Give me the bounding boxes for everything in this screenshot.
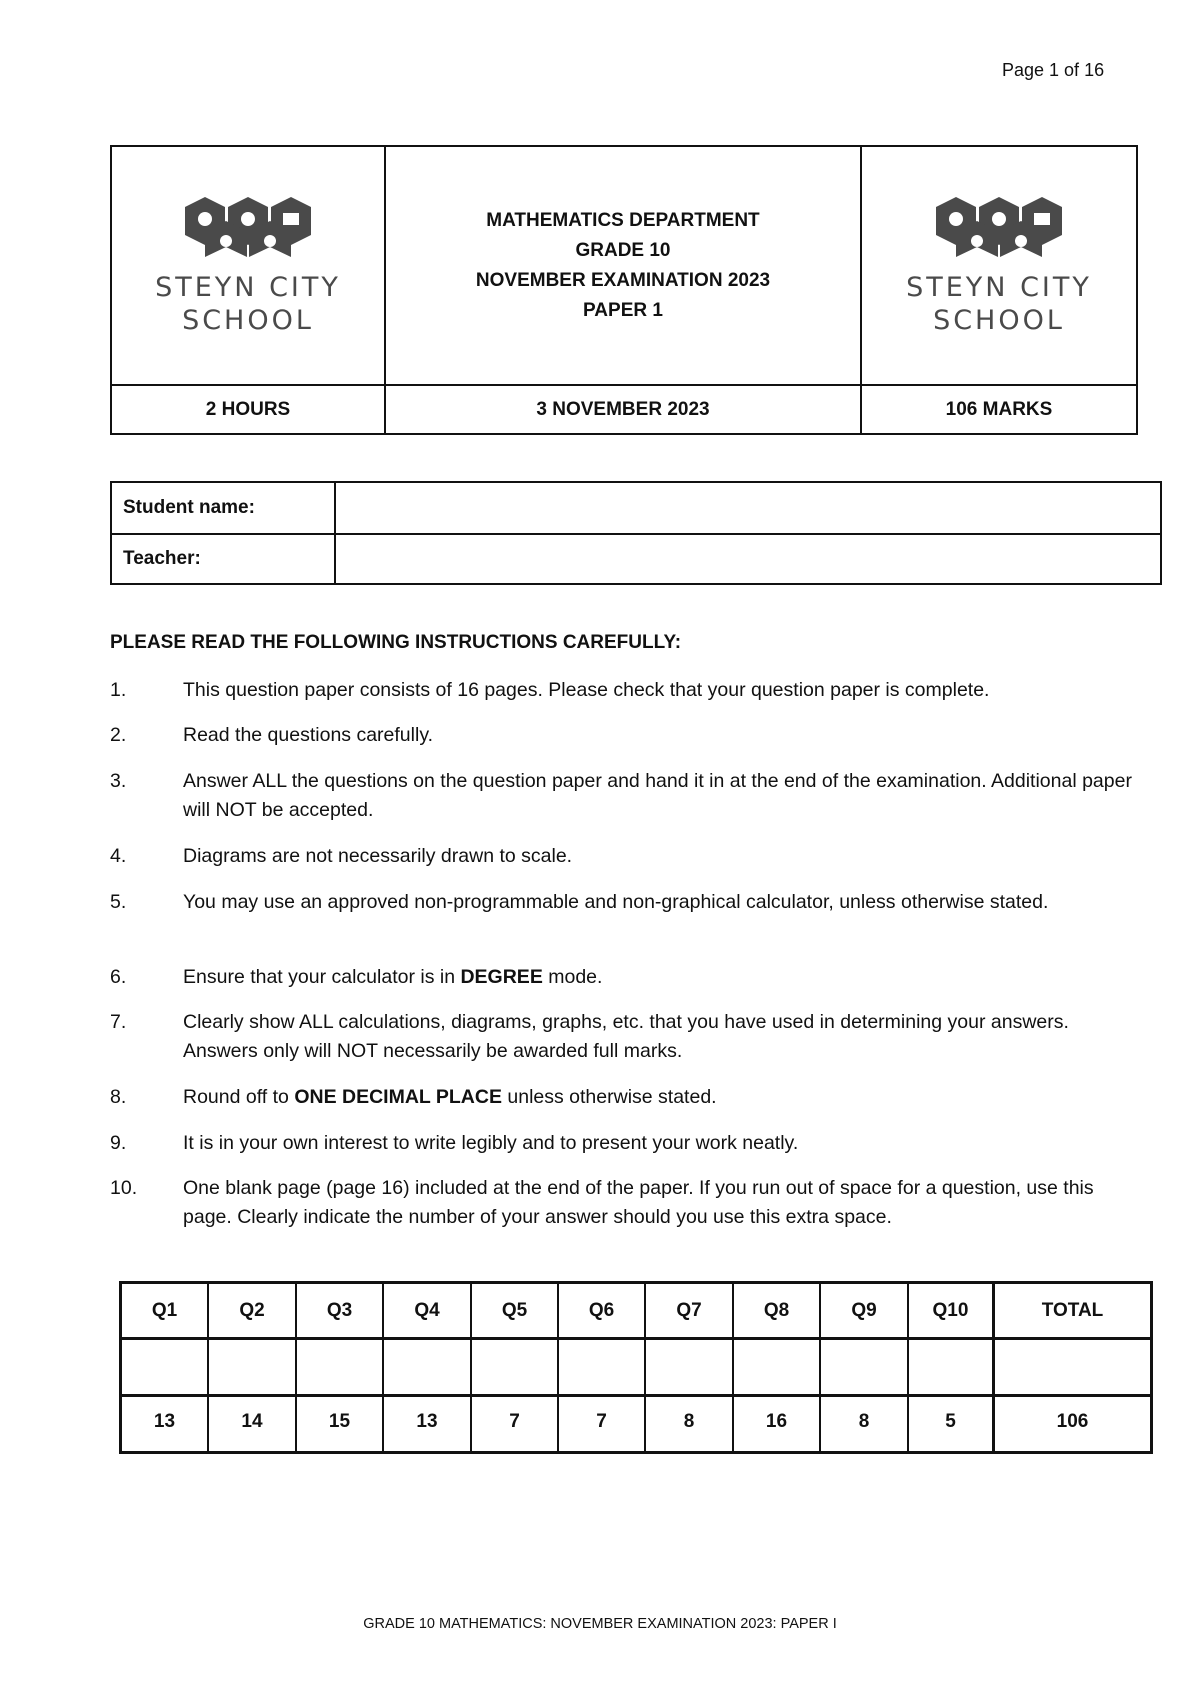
- instruction-text: [183, 1083, 1133, 1112]
- instruction-text: It is in your own interest to write legibly and to present your work neatly.: [183, 1132, 799, 1154]
- instruction-text: You may use an approved non-programmable and non-graphical calculator, unless otherwise stated.: [183, 891, 1049, 913]
- score-cell-q7[interactable]: [646, 1356, 732, 1380]
- student-info-table: [110, 481, 1162, 585]
- exam-header-table: [110, 145, 1138, 435]
- instruction-text: Diagrams are not necessarily drawn to scale.: [183, 845, 573, 867]
- marks-header-q4: Q4: [414, 1300, 440, 1321]
- paper-title: PAPER 1: [583, 299, 663, 321]
- score-cell-q2[interactable]: [209, 1356, 295, 1380]
- marks-header-total: TOTAL: [1041, 1300, 1104, 1321]
- score-cell-total[interactable]: [995, 1356, 1150, 1380]
- school-logo-left: [112, 147, 384, 384]
- score-cell-q1[interactable]: [122, 1356, 207, 1380]
- page-footer: GRADE 10 MATHEMATICS: NOVEMBER EXAMINATION 2023: PAPER I: [363, 1616, 837, 1632]
- department-title: MATHEMATICS DEPARTMENT: [486, 209, 760, 231]
- max-marks-q3: 15: [328, 1411, 351, 1432]
- score-cell-q8[interactable]: [734, 1356, 819, 1380]
- max-marks-q4: 13: [416, 1411, 438, 1432]
- marks-header-q1: Q1: [151, 1300, 178, 1321]
- grade-title: GRADE 10: [575, 239, 671, 261]
- logo-line-1: STEYN CITY: [155, 271, 341, 303]
- teacher-label: Teacher:: [123, 548, 201, 569]
- logo-line-2: SCHOOL: [933, 304, 1065, 336]
- score-cell-q5[interactable]: [472, 1356, 557, 1380]
- score-cell-q3[interactable]: [297, 1356, 382, 1380]
- max-marks-q5: 7: [509, 1411, 520, 1432]
- instruction-number: 1.: [110, 679, 127, 701]
- max-marks-total: 106: [1056, 1411, 1089, 1432]
- teacher-field[interactable]: [348, 540, 1148, 580]
- instruction-number: 7.: [110, 1011, 127, 1033]
- total-marks-cell: 106 MARKS: [945, 398, 1053, 420]
- score-cell-q9[interactable]: [821, 1356, 907, 1380]
- instruction-text-start: Ensure that your calculator is in: [183, 966, 461, 988]
- instruction-number: 6.: [110, 966, 127, 988]
- student-name-label: Student name:: [123, 497, 255, 518]
- instruction-number: 8.: [110, 1086, 127, 1108]
- crest-icon: [934, 195, 1064, 259]
- marks-header-q3: Q3: [326, 1300, 353, 1321]
- exam-title: NOVEMBER EXAMINATION 2023: [475, 269, 771, 291]
- marks-header-q5: Q5: [501, 1300, 528, 1321]
- student-name-field[interactable]: [348, 488, 1148, 528]
- instruction-text: [183, 963, 1133, 992]
- max-marks-q7: 8: [683, 1411, 695, 1432]
- instruction-number: 3.: [110, 770, 127, 792]
- instruction-text-end: mode.: [542, 966, 603, 988]
- instruction-number: 2.: [110, 724, 127, 746]
- exam-title-cell: [386, 147, 860, 384]
- instruction-number: 4.: [110, 845, 127, 867]
- instruction-emphasis: DEGREE: [460, 966, 543, 988]
- logo-line-2: SCHOOL: [182, 304, 314, 336]
- max-marks-q2: 14: [241, 1411, 263, 1432]
- marks-header-q10: Q10: [932, 1300, 969, 1321]
- instruction-text: Clearly show ALL calculations, diagrams, graphs, etc. that you have used in determining your answers. Answers only will NOT necessarily be awarded full marks.: [183, 1011, 1069, 1062]
- marks-header-q7: Q7: [676, 1300, 702, 1321]
- marks-header-q6: Q6: [588, 1300, 615, 1321]
- instruction-text: Answer ALL the questions on the question paper and hand it in at the end of the examination. Additional paper will NOT be accepted.: [183, 770, 1132, 821]
- marks-table: [119, 1281, 1153, 1454]
- marks-header-q8: Q8: [763, 1300, 790, 1321]
- duration-cell: 2 HOURS: [205, 398, 291, 420]
- instruction-text-start: Round off to: [183, 1086, 295, 1108]
- instruction-number: 10.: [110, 1177, 138, 1199]
- instruction-text: Read the questions carefully.: [183, 724, 434, 746]
- page-number: Page 1 of 16: [1002, 60, 1105, 80]
- max-marks-q8: 16: [765, 1411, 788, 1432]
- instruction-emphasis: ONE DECIMAL PLACE: [294, 1086, 502, 1108]
- max-marks-q10: 5: [945, 1411, 956, 1432]
- score-cell-q6[interactable]: [559, 1356, 644, 1380]
- logo-line-1: STEYN CITY: [906, 271, 1092, 303]
- crest-icon: [183, 195, 313, 259]
- max-marks-q9: 8: [858, 1411, 870, 1432]
- marks-header-q9: Q9: [851, 1300, 877, 1321]
- max-marks-q1: 13: [153, 1411, 176, 1432]
- instruction-text: This question paper consists of 16 pages. Please check that your question paper is complete.: [183, 679, 990, 701]
- score-cell-q4[interactable]: [384, 1356, 470, 1380]
- exam-date-cell: 3 NOVEMBER 2023: [536, 398, 710, 420]
- max-marks-q6: 7: [596, 1411, 607, 1432]
- instruction-text: One blank page (page 16) included at the end of the paper. If you run out of space for a question, use this page. Clearly indicate the number of your answer should you use this extra space.: [183, 1177, 1094, 1228]
- instruction-text-end: unless otherwise stated.: [501, 1086, 717, 1108]
- score-cell-q10[interactable]: [909, 1356, 992, 1380]
- instruction-number: 9.: [110, 1132, 127, 1154]
- school-logo-right: [862, 147, 1136, 384]
- instructions-heading: PLEASE READ THE FOLLOWING INSTRUCTIONS CAREFULLY:: [110, 632, 682, 653]
- marks-header-q2: Q2: [239, 1300, 265, 1321]
- instruction-number: 5.: [110, 891, 127, 913]
